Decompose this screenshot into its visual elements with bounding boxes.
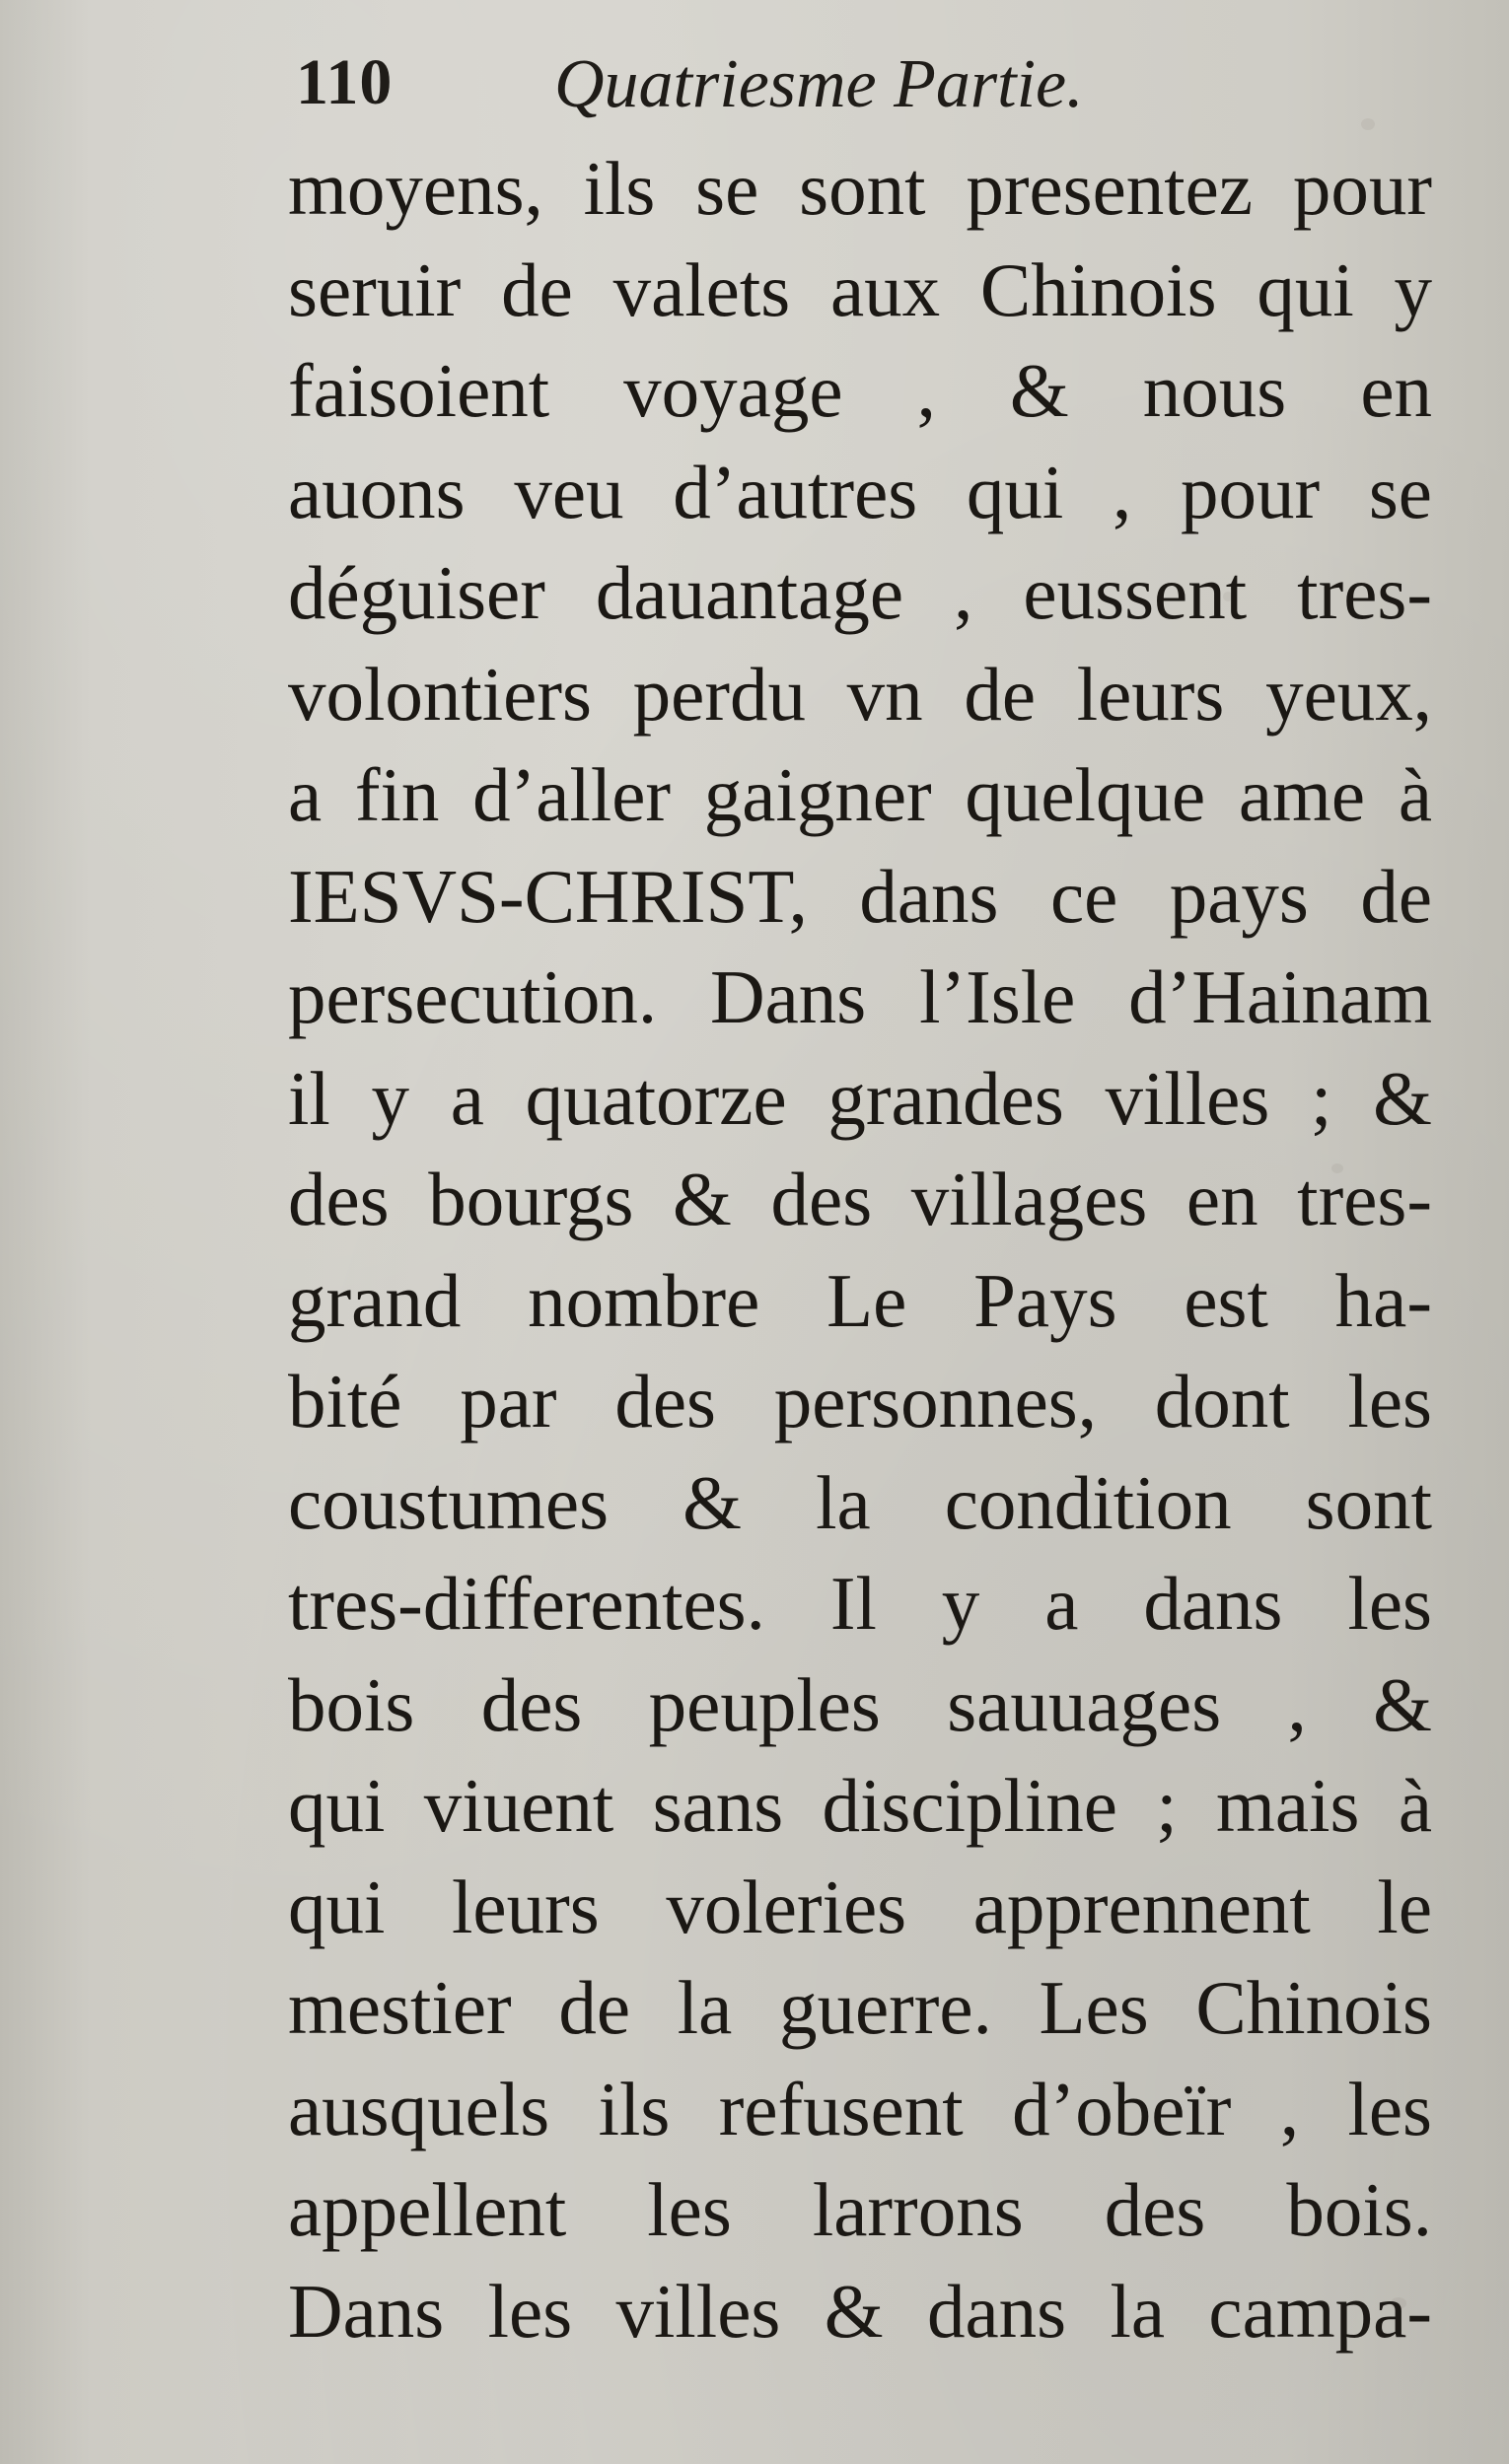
text-line: appellent les larrons des bois. xyxy=(288,2167,1432,2252)
text-line: coustumes & la condition sont xyxy=(288,1459,1432,1545)
text-line: a fin d’aller gaigner quelque ame à xyxy=(288,752,1432,837)
text-line: mestier de la guerre. Les Chinois xyxy=(288,1965,1432,2050)
text-line: bois des peuples sauuages , & xyxy=(288,1661,1432,1747)
text-line: seruir de valets aux Chinois qui y xyxy=(288,246,1432,332)
text-line: des bourgs & des villages en tres- xyxy=(288,1157,1432,1241)
text-line: auons veu d’autres qui , pour se xyxy=(288,449,1432,534)
text-line: bité par des personnes, dont les xyxy=(288,1359,1432,1443)
text-line: ausquels ils refusent d’obeïr , les xyxy=(288,2066,1432,2151)
text-line: déguiser dauantage , eussent tres- xyxy=(288,550,1432,635)
text-line: persecution. Dans l’Isle d’Hainam xyxy=(288,954,1432,1039)
page-header xyxy=(296,45,1430,134)
text-line: IESVS-CHRIST, dans ce pays de xyxy=(288,853,1432,939)
text-line: volontiers perdu vn de leurs yeux, xyxy=(288,651,1432,737)
running-head: Quatriesme Partie. xyxy=(554,46,1084,122)
text-line: grand nombre Le Pays est ha- xyxy=(288,1257,1432,1343)
text-line: moyens, ils se sont presentez pour xyxy=(288,146,1432,231)
text-line: qui leurs voleries apprennent le xyxy=(288,1864,1432,1949)
page-number: 110 xyxy=(296,46,394,118)
text-line: faisoient voyage , & nous en xyxy=(288,348,1432,433)
text-line: qui viuent sans discipline ; mais à xyxy=(288,1763,1432,1848)
text-line: tres-differentes. Il y a dans les xyxy=(288,1561,1432,1646)
text-line: il y a quatorze grandes villes ; & xyxy=(288,1055,1432,1141)
body-text xyxy=(288,138,1432,2361)
text-line: Dans les villes & dans la campa- xyxy=(288,2268,1432,2354)
